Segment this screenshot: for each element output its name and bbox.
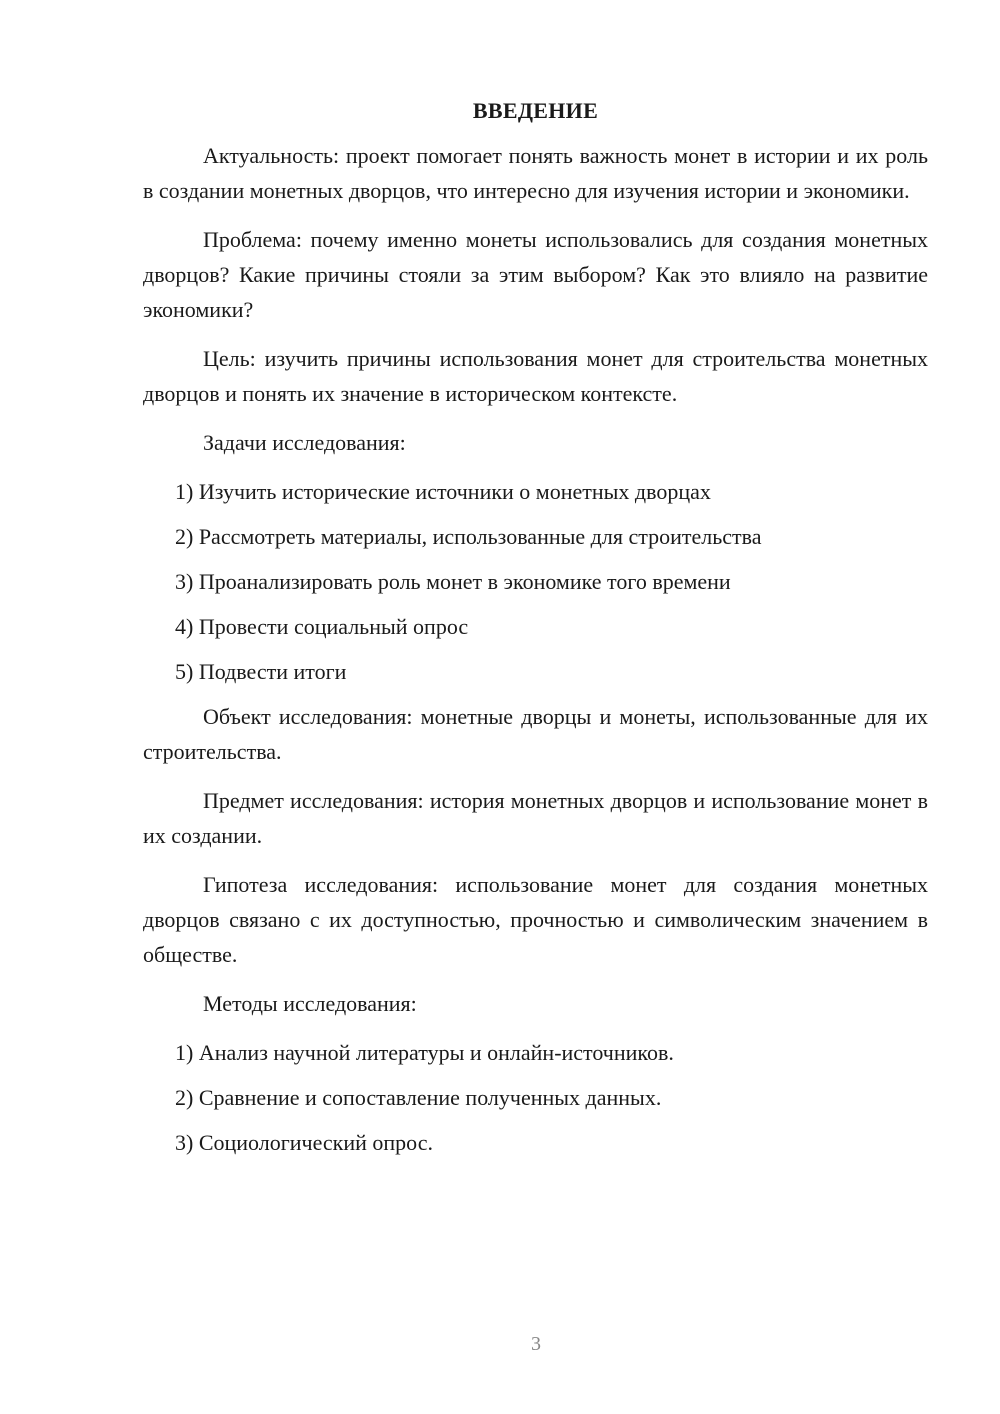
hypothesis-paragraph: Гипотеза исследования: использование монет для создания монетных дворцов связано с их доступностью, прочностью и символическим значением в обществе. bbox=[143, 872, 928, 967]
page-number: 3 bbox=[531, 1333, 541, 1355]
methods-list bbox=[143, 1035, 928, 1160]
list-item: 4) Провести социальный опрос bbox=[175, 614, 469, 639]
page-content bbox=[143, 94, 928, 1170]
list-item: 2) Сравнение и сопоставление полученных данных. bbox=[175, 1085, 662, 1110]
methods-heading: Методы исследования: bbox=[203, 991, 417, 1016]
relevance-paragraph: Актуальность: проект помогает понять важность монет в истории и их роль в создании монетных дворцов, что интересно для изучения истории и экономики. bbox=[143, 143, 928, 203]
object-paragraph: Объект исследования: монетные дворцы и монеты, использованные для их строительства. bbox=[143, 704, 928, 764]
subject-paragraph: Предмет исследования: история монетных дворцов и использование монет в их создании. bbox=[143, 788, 928, 848]
problem-paragraph: Проблема: почему именно монеты использовались для создания монетных дворцов? Какие причины стояли за этим выбором? Как это влияло на развитие экономики? bbox=[143, 227, 928, 322]
tasks-list bbox=[143, 474, 928, 689]
list-item: 1) Анализ научной литературы и онлайн-источников. bbox=[175, 1040, 674, 1065]
page-title: ВВЕДЕНИЕ bbox=[472, 98, 599, 123]
list-item: 3) Проанализировать роль монет в экономике того времени bbox=[175, 569, 731, 594]
list-item: 2) Рассмотреть материалы, использованные для строительства bbox=[175, 524, 762, 549]
goal-paragraph: Цель: изучить причины использования монет для строительства монетных дворцов и понять их значение в историческом контексте. bbox=[143, 346, 928, 406]
list-item: 1) Изучить исторические источники о монетных дворцах bbox=[175, 479, 711, 504]
list-item: 3) Социологический опрос. bbox=[175, 1130, 433, 1155]
list-item: 5) Подвести итоги bbox=[175, 659, 347, 684]
tasks-heading: Задачи исследования: bbox=[203, 430, 406, 455]
